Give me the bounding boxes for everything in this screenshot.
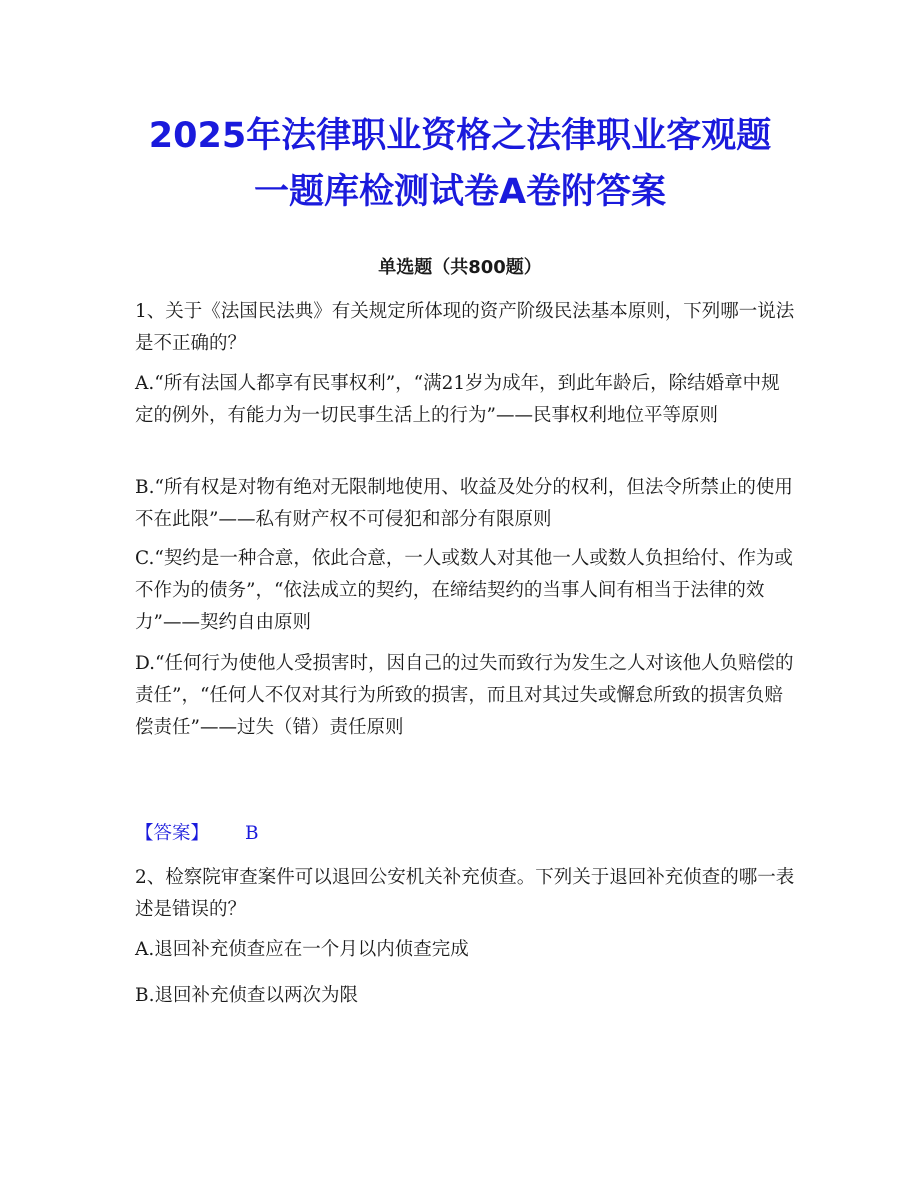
question-1-option-c: C.“契约是一种合意，依此合意，一人或数人对其他一人或数人负担给付、作为或不作为的债务”，“依法成立的契约，在缔结契约的当事人间有相当于法律的效力”——契约自由原则	[135, 548, 793, 633]
question-1-answer	[135, 818, 259, 850]
title-line-2: 一题库检测试卷A卷附答案	[253, 172, 667, 212]
question-1-option-a: A.“所有法国人都享有民事权利”，“满21岁为成年，到此年龄后，除结婚章中规定的例外，有能力为一切民事生活上的行为”——民事权利地位平等原则	[135, 373, 780, 426]
question-2-option-b: B.退回补充侦查以两次为限	[135, 985, 358, 1006]
question-1-option-b: B.“所有权是对物有绝对无限制地使用、收益及处分的权利，但法令所禁止的使用不在此限”——私有财产权不可侵犯和部分有限原则	[135, 477, 793, 530]
document-title	[60, 108, 860, 220]
question-2-option-a: A.退回补充侦查应在一个月以内侦查完成	[135, 939, 469, 960]
title-line-1: 2025年法律职业资格之法律职业客观题	[148, 116, 772, 156]
section-heading: 单选题（共800题）	[378, 257, 542, 278]
question-1-option-d: D.“任何行为使他人受损害时，因自己的过失而致行为发生之人对该他人负赔偿的责任”，“任何人不仅对其行为所致的损害，而且对其过失或懈怠所致的损害负赔偿责任”——过失（错）责任原则	[135, 653, 794, 738]
answer-value: B	[245, 823, 259, 844]
answer-label: 【答案】	[135, 823, 210, 844]
question-2-stem: 2、检察院审查案件可以退回公安机关补充侦查。下列关于退回补充侦查的哪一表述是错误的？	[135, 867, 795, 920]
question-1-stem: 1、关于《法国民法典》有关规定所体现的资产阶级民法基本原则，下列哪一说法是不正确的？	[135, 301, 795, 354]
